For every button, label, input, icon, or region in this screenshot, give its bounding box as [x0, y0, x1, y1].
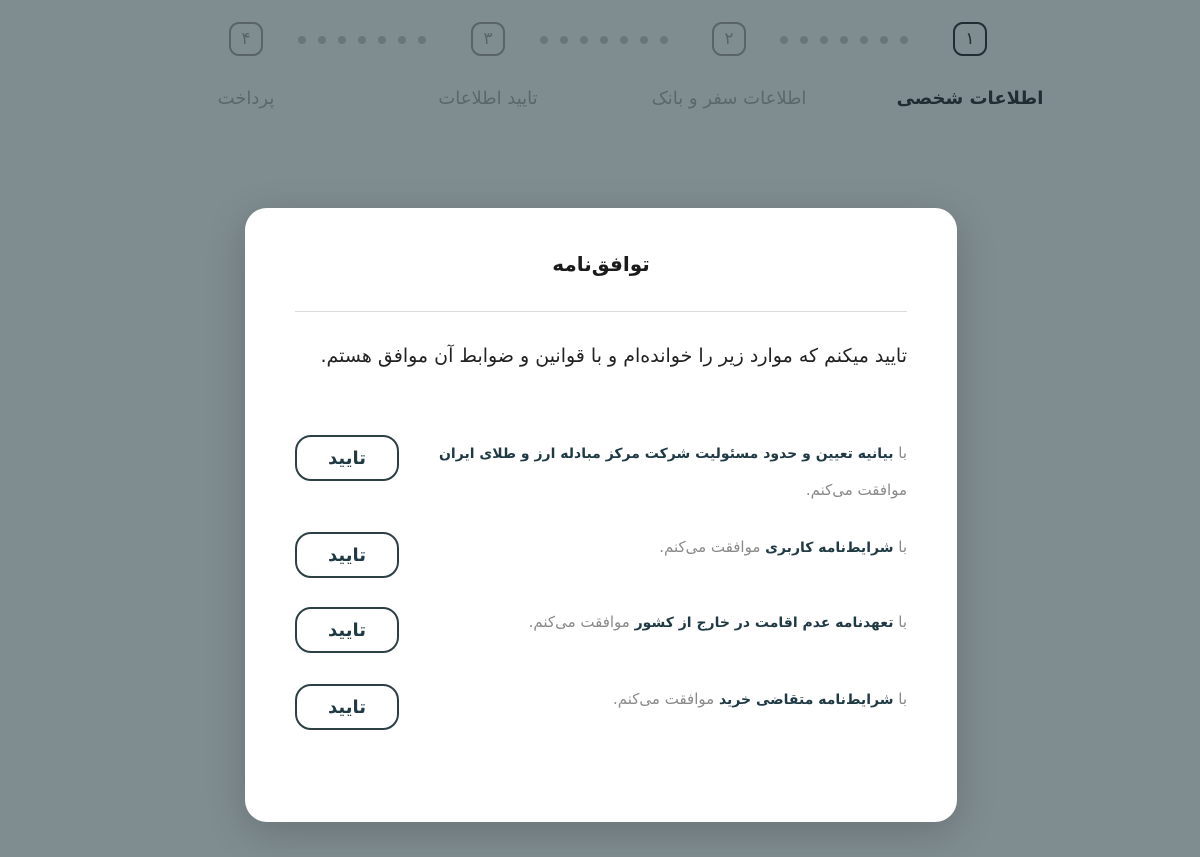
agreement-row-4	[295, 683, 907, 733]
confirm-button-1[interactable]: تایید	[295, 435, 399, 481]
title-divider	[295, 311, 907, 312]
agreement-link-1[interactable]: بیانیه تعیین و حدود مسئولیت شرکت مرکز مبادله ارز و طلای ایران	[438, 446, 894, 462]
step-connector-2-3	[540, 36, 668, 44]
agreement-suffix: موافقت می‌کنم.	[805, 481, 907, 499]
step-connector-3-4	[298, 36, 426, 44]
agreement-text-2	[407, 529, 907, 566]
agreement-suffix: موافقت می‌کنم.	[613, 690, 715, 708]
step-1-number: ۱	[953, 22, 987, 56]
step-connector-1-2	[780, 36, 908, 44]
step-3-number: ۳	[471, 22, 505, 56]
modal-title: توافق‌نامه	[552, 252, 650, 276]
step-1-label: اطلاعات شخصی	[896, 88, 1044, 109]
agreement-row-2	[295, 531, 907, 581]
agreement-prefix: با	[898, 613, 907, 631]
step-3-label: تایید اطلاعات	[438, 88, 538, 109]
agreement-link-4[interactable]: شرایط‌نامه متقاضی خرید	[718, 692, 894, 708]
confirm-button-3[interactable]: تایید	[295, 607, 399, 653]
agreement-row-1	[295, 435, 907, 515]
agreement-modal	[245, 208, 957, 822]
confirm-button-4[interactable]: تایید	[295, 684, 399, 730]
intro-text: تایید میکنم که موارد زیر را خوانده‌ام و با قوانین و ضوابط آن موافق هستم.	[320, 345, 907, 367]
agreement-prefix: با	[898, 444, 907, 462]
confirm-button-2[interactable]: تایید	[295, 532, 399, 578]
step-2-label: اطلاعات سفر و بانک	[651, 88, 807, 109]
agreement-text-3	[407, 604, 907, 641]
agreement-prefix: با	[898, 690, 907, 708]
agreement-link-2[interactable]: شرایط‌نامه کاربری	[765, 540, 894, 556]
agreement-suffix: موافقت می‌کنم.	[659, 538, 761, 556]
agreement-text-1	[407, 435, 907, 508]
agreement-suffix: موافقت می‌کنم.	[528, 613, 630, 631]
step-2-number: ۲	[712, 22, 746, 56]
step-4-number: ۴	[229, 22, 263, 56]
progress-stepper	[0, 0, 1200, 140]
agreement-text-4	[407, 681, 907, 718]
agreement-row-3	[295, 606, 907, 656]
step-4-label: پرداخت	[217, 88, 275, 109]
agreement-link-3[interactable]: تعهدنامه عدم اقامت در خارج از کشور	[634, 615, 894, 631]
agreement-prefix: با	[898, 538, 907, 556]
